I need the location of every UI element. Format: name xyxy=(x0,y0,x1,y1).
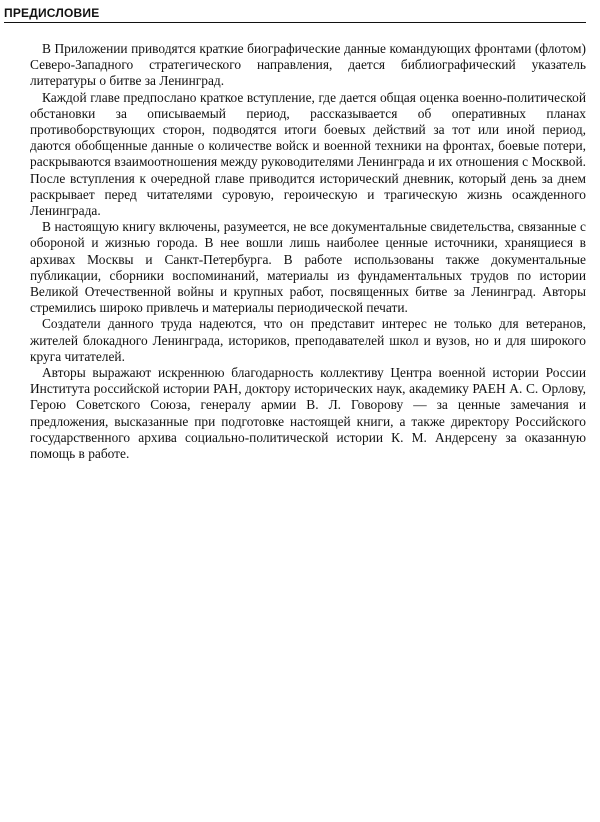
paragraph-appendix: В Приложении приводятся краткие биографические данные командующих фронтами (флотом) Северо-Западного стратегического направления, дается библиографический указатель литературы о битве за Ленинград. xyxy=(30,41,586,89)
running-head: ПРЕДИСЛОВИЕ xyxy=(4,6,586,23)
paragraph-audience: Создатели данного труда надеются, что он представит интерес не только для ветеранов, жителей блокадного Ленинграда, историков, преподавателей школ и вузов, но и для широкого круга читателей. xyxy=(30,316,586,364)
paragraph-acknowledgement: Авторы выражают искреннюю благодарность коллективу Центра военной истории России Института российской истории РАН, доктору исторических наук, академику РАЕН А. С. Орлову, Герою Советского Союза, генералу армии В. Л. Говорову — за ценные замечания и предложения, высказанные при подготовке настоящей книги, а также директору Российского государственного архива социально-политической истории К. М. Андерсену за оказанную помощь в работе. xyxy=(30,365,586,462)
paragraph-sources: В настоящую книгу включены, разумеется, не все документальные свидетельства, связанные с обороной и жизнью города. В нее вошли лишь наиболее ценные источники, хранящиеся в архивах Москвы и Санкт-Петербурга. В работе использованы также документальные публикации, сборники воспоминаний, материалы из фундаментальных трудов по истории Великой Отечественной войны и крупных работ, посвященных битве за Ленинград. Авторы стремились широко привлечь и материалы периодической печати. xyxy=(30,219,586,316)
paragraph-chapter-intro: Каждой главе предпослано краткое вступление, где дается общая оценка военно-политической обстановки за описываемый период, рассказывается об оперативных планах противоборствующих сторон, подводятся итоги боевых действий за тот или иной период, даются обобщенные данные о количестве войск и военной техники на фронтах, боевые потери, раскрываются взаимоотношения между руководителями Ленинграда и их отношения с Москвой. После вступления к очередной главе приводится исторический дневник, который день за днем раскрывает перед читателями суровую, героическую и трагическую жизнь осажденного Ленинграда. xyxy=(30,89,586,219)
page xyxy=(4,6,586,462)
preface-body xyxy=(30,41,586,462)
